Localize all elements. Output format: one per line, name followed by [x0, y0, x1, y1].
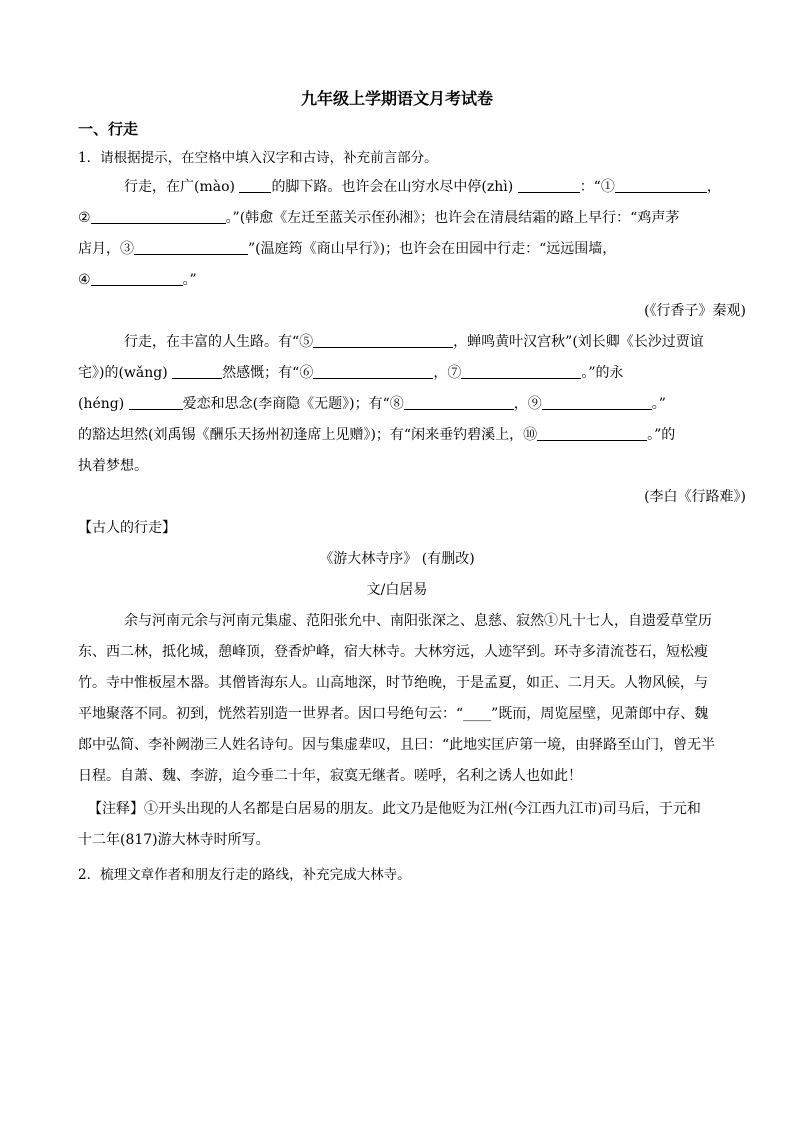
- blank-2[interactable]: [91, 209, 226, 224]
- p1-line-2: ② 。”(韩愈《左迁至蓝关示侄孙湘》；也许会在清晨结霜的路上早行：“鸡声茅: [78, 210, 680, 226]
- p1-line-3: 店月，③ ”(温庭筠《商山早行》)；也许会在田园中行走：“远远围墙，: [78, 241, 617, 257]
- p1-source: (《行香子》秦观): [644, 303, 746, 319]
- blank-zhi[interactable]: [518, 178, 580, 193]
- blank-8[interactable]: [404, 395, 514, 410]
- essay-title: 《游大林寺序》 (有删改): [319, 551, 475, 567]
- blank-7[interactable]: [461, 364, 581, 379]
- blank-6[interactable]: [313, 364, 433, 379]
- p1-line-1: 行走，在广(mào) 的脚下路。也许会在山穷水尽中停(zhì) ：“① ，: [124, 179, 721, 195]
- essay-line-1: 余与河南元余与河南元集虚、范阳张允中、南阳张深之、息慈、寂然①凡十七人，自遗爱草堂历: [124, 613, 712, 629]
- blank-mao[interactable]: [239, 178, 271, 193]
- essay-line-6: 日程。自萧、魏、李游，迨今垂二十年，寂寞无继者。嗟呼，名利之诱人也如此！: [78, 768, 582, 784]
- p2-line-5: 执着梦想。: [78, 458, 148, 474]
- blank-5[interactable]: [313, 333, 453, 348]
- essay-line-4: 平地聚落不同。初到，恍然若别造一世界者。因口号绝句云：“____”既而，周览屋壁，见萧郎中存、魏: [78, 706, 709, 722]
- blank-10[interactable]: [537, 426, 647, 441]
- essay-line-3: 竹。寺中惟板屋木器。其僧皆海东人。山高地深，时节绝晚，于是孟夏，如正、二月天。人物风候，与: [78, 675, 708, 691]
- p2-line-1: 行走，在丰富的人生路。有“⑤ ，蝉鸣黄叶汉宫秋”(刘长卿《长沙过贾谊: [124, 334, 704, 350]
- essay-line-2: 东、西二林，抵化城，憩峰顶，登香炉峰，宿大林寺。大林穷远，人迹罕到。环寺多清流苍石，短松瘦: [78, 644, 708, 660]
- note-line-1: 【注释】①开头出现的人名都是白居易的朋友。此文乃是他贬为江州(今江西九江市)司马后，于元和: [88, 801, 701, 817]
- blank-1[interactable]: [615, 178, 707, 193]
- blank-wang[interactable]: [172, 364, 222, 379]
- essay-line-5: 郎中弘简、李补阙渤三人姓名诗句。因与集虚辈叹，且曰：“此地实匡庐第一境，由驿路至山门，曾无半: [78, 737, 716, 753]
- question-1: 1．请根据提示，在空格中填入汉字和古诗，补充前言部分。: [78, 150, 438, 166]
- question-2: 2．梳理文章作者和朋友行走的路线，补充完成大林寺。: [78, 867, 411, 883]
- blank-4[interactable]: [91, 271, 183, 286]
- p2-source: (李白《行路难》): [644, 489, 746, 505]
- blank-9[interactable]: [542, 395, 652, 410]
- p2-line-2: 宅》)的(wǎng) 然感慨；有“⑥ ，⑦ 。”的永: [78, 365, 624, 381]
- section-heading: 一、行走: [78, 120, 139, 138]
- note-line-2: 十二年(817)游大林寺时所写。: [78, 832, 270, 848]
- blank-3[interactable]: [134, 240, 248, 255]
- p2-line-4: 的豁达坦然(刘禹锡《酬乐天扬州初逢席上见赠》)；有“闲来垂钓碧溪上，⑩ 。”的: [78, 427, 676, 443]
- p2-line-3: (héng) 爱恋和思念(李商隐《无题》)；有“⑧ ，⑨ 。”: [78, 396, 666, 412]
- ancient-walk-heading: 【古人的行走】: [78, 520, 176, 536]
- p1-line-4: ④ 。”: [78, 272, 197, 288]
- blank-heng[interactable]: [129, 395, 183, 410]
- essay-author: 文/白居易: [366, 582, 428, 598]
- exam-title: 九年级上学期语文月考试卷: [300, 89, 493, 108]
